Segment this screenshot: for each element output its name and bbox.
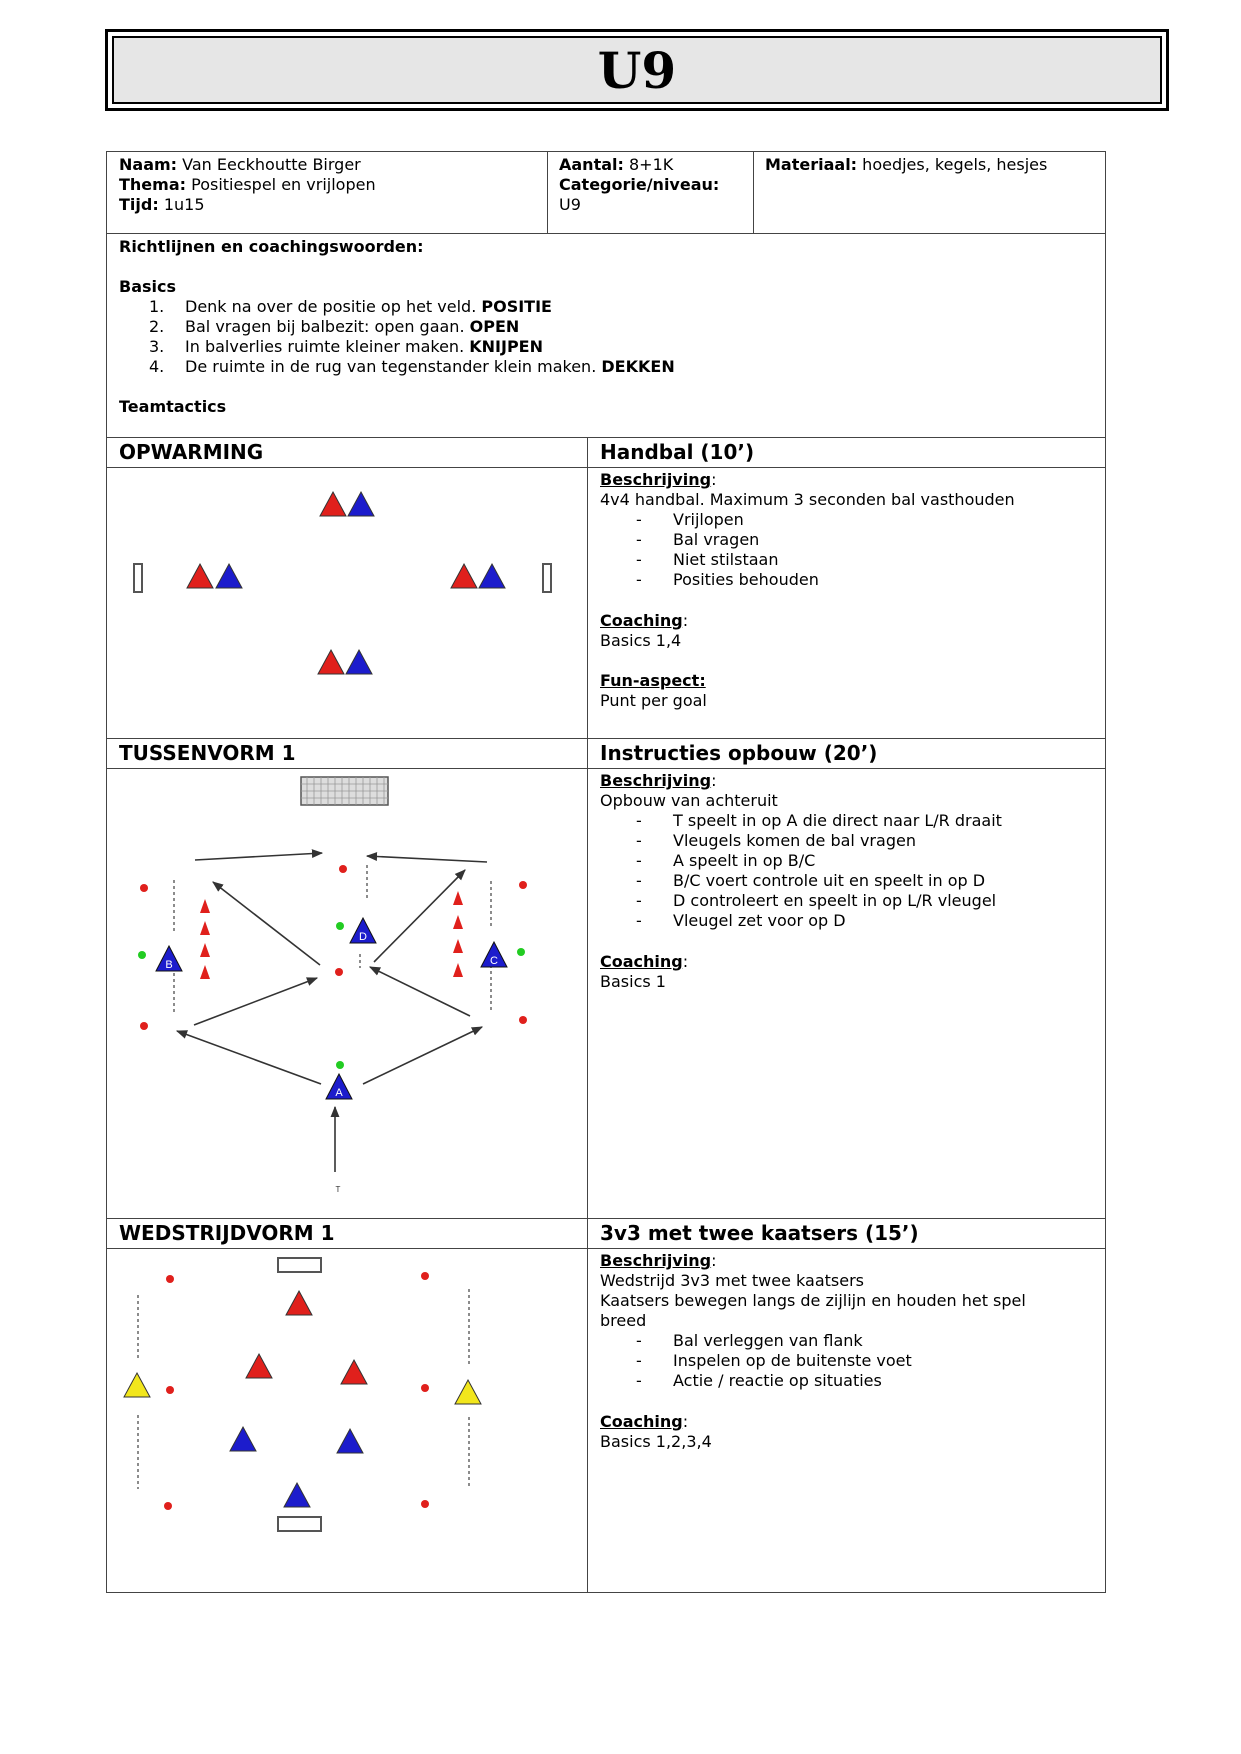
coaching-label: Coaching: [600, 1412, 683, 1431]
section1-description: Beschrijving: 4v4 handbal. Maximum 3 seconden bal vasthouden - Vrijlopen - Bal vragen - Niet stilstaan - Posities behouden Coaching: Basics 1,4 Fun-aspect: Punt per goal: [587, 467, 1106, 739]
coaching-label: Coaching: [600, 611, 683, 630]
section1-diagram: [106, 467, 588, 739]
aantal-value: 8+1K: [629, 155, 674, 174]
dribble-lines: [174, 865, 491, 1015]
coaching-value: Basics 1,2,3,4: [600, 1432, 712, 1451]
red-dots: [140, 865, 527, 1030]
beschrijving-line: breed: [600, 1311, 647, 1330]
basics-heading: Basics: [119, 277, 177, 296]
bullet-item: - Actie / reactie op situaties: [636, 1371, 1105, 1391]
pass-arrows: [177, 853, 487, 1172]
coaching-value: Basics 1: [600, 972, 666, 991]
coaching-value: Basics 1,4: [600, 631, 682, 650]
blue-team: [230, 1427, 363, 1507]
tijd-label: Tijd:: [119, 195, 159, 214]
naam-label: Naam:: [119, 155, 178, 174]
section2-description: Beschrijving: Opbouw van achteruit - T speelt in op A die direct naar L/R draait - Vleugels komen de bal vragen - A speelt in op B/C - B/C voert controle uit en speelt in op D - D controleert en speelt in op L/R vleugel - Vleugel zet voor op D Coaching: Basics 1: [587, 768, 1106, 1219]
goal-right: [543, 564, 551, 592]
basics-item: 1. Denk na over de positie op het veld. POSITIE: [149, 297, 552, 316]
materiaal-value: hoedjes, kegels, hesjes: [862, 155, 1048, 174]
team-pair-left: [187, 564, 242, 588]
player-c: [481, 942, 507, 967]
player-t-label: T: [335, 1185, 341, 1194]
player-d: [350, 918, 376, 943]
title-inner: [112, 36, 1162, 104]
categorie-value: U9: [559, 195, 581, 214]
basics-list: [119, 297, 1105, 377]
bullet-item: - Inspelen op de buitenste voet: [636, 1351, 1105, 1371]
categorie-label: Categorie/niveau:: [559, 175, 720, 194]
svg-text:B: B: [165, 959, 173, 971]
section3-left-title: WEDSTRIJDVORM 1: [106, 1218, 588, 1249]
red-cones-right: [453, 891, 463, 977]
svg-text:D: D: [359, 931, 367, 943]
bullet-item: - D controleert en speelt in op L/R vleugel: [636, 891, 1105, 911]
bullet-item: - Niet stilstaan: [636, 550, 1105, 570]
beschrijving-label: Beschrijving: [600, 1251, 712, 1270]
tijd-value: 1u15: [163, 195, 205, 214]
page-title: U9: [597, 40, 677, 100]
bullet-list: [600, 510, 1105, 590]
guidelines-heading: Richtlijnen en coachingswoorden:: [119, 237, 424, 256]
section3-right-title: 3v3 met twee kaatsers (15’): [587, 1218, 1106, 1249]
section1-left-title: OPWARMING: [106, 437, 588, 468]
section3-description: Beschrijving: Wedstrijd 3v3 met twee kaatsers Kaatsers bewegen langs de zijlijn en houden het spel breed - Bal verleggen van flank - Inspelen op de buitenste voet - Actie / reactie op situaties Coaching: Basics 1,2,3,4: [587, 1248, 1106, 1593]
beschrijving-line: Wedstrijd 3v3 met twee kaatsers: [600, 1271, 864, 1290]
bullet-item: - Vleugels komen de bal vragen: [636, 831, 1105, 851]
section3-diagram: [106, 1248, 588, 1593]
beschrijving-line: 4v4 handbal. Maximum 3 seconden bal vasthouden: [600, 490, 1015, 509]
section2-diagram: [106, 768, 588, 1219]
basics-item: 2. Bal vragen bij balbezit: open gaan. OPEN: [149, 317, 520, 336]
section1-right-title: Handbal (10’): [587, 437, 1106, 468]
bullet-item: - Bal vragen: [636, 530, 1105, 550]
opbouw-diagram: [107, 769, 587, 1218]
handbal-diagram: [107, 468, 587, 738]
thema-label: Thema:: [119, 175, 187, 194]
green-dots: [138, 922, 525, 1069]
svg-text:C: C: [490, 955, 498, 967]
goal-bottom: [278, 1517, 321, 1531]
bullet-item: - Vrijlopen: [636, 510, 1105, 530]
basics-item: 4. De ruimte in de rug van tegenstander klein maken. DEKKEN: [149, 357, 675, 376]
guidelines-cell: [106, 233, 1106, 438]
team-pair-right: [451, 564, 505, 588]
beschrijving-line: Kaatsers bewegen langs de zijlijn en houden het spel: [600, 1291, 1026, 1310]
title-box: [105, 29, 1169, 111]
bullet-item: - Posities behouden: [636, 570, 1105, 590]
basics-item: 3. In balverlies ruimte kleiner maken. KNIJPEN: [149, 337, 543, 356]
bullet-item: - A speelt in op B/C: [636, 851, 1105, 871]
bullet-list: [600, 811, 1105, 931]
teamtactics-heading: Teamtactics: [119, 397, 227, 416]
goal-left: [134, 564, 142, 592]
red-cones-left: [200, 899, 210, 979]
thema-value: Positiespel en vrijlopen: [191, 175, 376, 194]
info-count-cell: [547, 151, 754, 234]
svg-text:A: A: [335, 1087, 343, 1099]
bullet-item: - Bal verleggen van flank: [636, 1331, 1105, 1351]
bullet-item: - Vleugel zet voor op D: [636, 911, 1105, 931]
goal-net: [301, 777, 388, 805]
bullet-item: - T speelt in op A die direct naar L/R draait: [636, 811, 1105, 831]
bullet-item: - B/C voert controle uit en speelt in op D: [636, 871, 1105, 891]
info-material-cell: [753, 151, 1106, 234]
materiaal-label: Materiaal:: [765, 155, 858, 174]
team-pair-bottom: [318, 650, 372, 674]
sideline-dashes: [138, 1289, 469, 1489]
team-pair-top: [320, 492, 374, 516]
goal-top: [278, 1258, 321, 1272]
red-team: [246, 1291, 367, 1384]
coaching-label: Coaching: [600, 952, 683, 971]
section2-right-title: Instructies opbouw (20’): [587, 738, 1106, 769]
beschrijving-line: Opbouw van achteruit: [600, 791, 778, 810]
info-name-cell: [106, 151, 548, 234]
player-b: [156, 946, 182, 971]
wedstrijd-diagram: [107, 1249, 587, 1592]
player-a: [326, 1074, 352, 1099]
naam-value: Van Eeckhoutte Birger: [182, 155, 361, 174]
fun-label: Fun-aspect:: [600, 671, 706, 690]
bullet-list: [600, 1331, 1105, 1391]
section2-left-title: TUSSENVORM 1: [106, 738, 588, 769]
fun-value: Punt per goal: [600, 691, 707, 710]
beschrijving-label: Beschrijving: [600, 771, 712, 790]
aantal-label: Aantal:: [559, 155, 624, 174]
beschrijving-label: Beschrijving: [600, 470, 712, 489]
